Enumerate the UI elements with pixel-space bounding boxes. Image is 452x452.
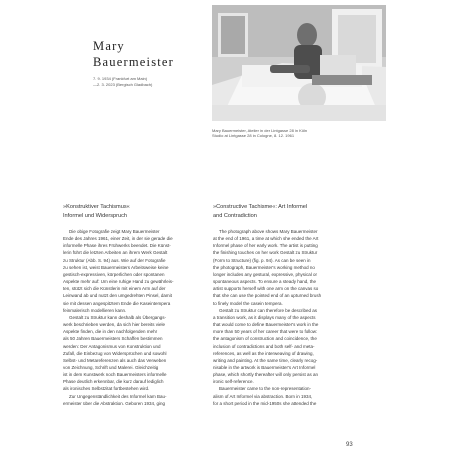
artist-first-name: Mary [93, 39, 125, 53]
english-text-line: artist supports herself with one arm on the canvas so [213, 286, 319, 292]
german-text-line: Zufall, die Einbezug von Widersprüchen und sowohl [63, 350, 167, 356]
photo-caption [212, 128, 392, 139]
studio-photograph [212, 5, 386, 121]
german-text-line: als 50 Jahren Bauermeisters Schaffen bestimmen [63, 336, 163, 342]
english-text-line: references, as well as the interweaving of drawing, [213, 350, 314, 356]
english-text-line: the photograph, Bauermeister's working method no [213, 264, 315, 270]
english-body-text [213, 228, 381, 407]
german-text-line: informelle Phase ihres Frühwerks beendet. Die Künst- [63, 243, 171, 249]
caption-german: Mary Bauermeister, Atelier in der Lintgasse 28 in Köln [212, 128, 308, 133]
english-text-line: for a short period in the mid-1950s she attended the [213, 400, 317, 406]
english-text-line: writing and painting. At the same time, clearly recog- [213, 357, 318, 363]
german-text-line: Gestalt zu Struktur kann deshalb als Übergangs- [69, 314, 167, 320]
english-heading [213, 203, 307, 220]
english-text-line: longer includes any gestural, expressive, physical or [213, 271, 318, 277]
english-text-line: The photograph above shows Mary Bauermeister [219, 229, 318, 234]
english-text-line: Bauermeister came to the non-representation- [219, 386, 312, 392]
german-heading-line: Informel und Widerspruch [63, 212, 128, 219]
english-text-line: the antagonism of construction and coincidence, the [213, 336, 317, 342]
english-text-line: Gestalt zu Struktur can therefore be described as [219, 307, 318, 313]
english-text-line: spontaneous aspects. To ensure a steady hand, the [213, 279, 316, 285]
english-heading-line: »Constructive Tachisme«: Art Informel [213, 204, 308, 210]
english-text-line: Informel phase of her early work. The artist is putting [213, 243, 318, 249]
german-text-line: lerin führt die letzten Arbeiten an ihrem Werk Gestalt [63, 250, 168, 256]
english-text-line: a transition work, as it displays many of the aspects [213, 314, 316, 320]
english-text-line: at the end of 1961, a time at which she ended the Art [213, 236, 319, 242]
artist-life-dates [93, 76, 203, 87]
english-text-line: to finely model the casein tempera. [213, 300, 283, 306]
english-text-line: nisable in the artwork is Bauermeister's Art Informel [213, 364, 316, 370]
english-text-line: more than 50 years of her career that were to follow: [213, 329, 318, 335]
german-heading-line: »Konstruktiver Tachismus« [63, 204, 130, 210]
birth-date: 7. 9. 1934 (Frankfurt am Main) [93, 76, 148, 81]
death-date: —2. 3. 2023 (Bergisch Gladbach) [93, 81, 153, 87]
german-heading [63, 203, 130, 220]
german-text-line: feinmalerisch modellieren kann. [63, 307, 127, 313]
caption-english: Studio at Lintgasse 28 in Cologne, 8. 12. 1961 [212, 133, 295, 139]
english-text-line: (Form to Structure) (fig. p. 94). As can be seen in [213, 257, 311, 263]
english-text-line: alism of Art Informel via abstraction. Born in 1934, [213, 393, 313, 399]
english-text-line: ironic self-reference. [213, 379, 254, 385]
german-text-line: Leinwand ab und nutzt den umgedrehten Pinsel, damit [63, 293, 172, 299]
german-text-line: ermeister über die Abstraktion. Geboren 1934, ging [63, 400, 166, 406]
german-text-line: als ironisches Selbstzitat fortbestehen wird. [63, 386, 150, 392]
photo-image [212, 5, 386, 121]
english-text-line: inclusion of contradictions and both self- and meta- [213, 343, 315, 349]
german-text-line: Ende des Jahres 1961, einer Zeit, in der sie gerade die [63, 236, 173, 242]
english-text-line: that she can use the pointed end of an upturned brush [213, 293, 322, 299]
german-text-line: sie mit dessen angespitztem Ende die Kaseintempera [63, 300, 171, 306]
german-text-line: werden: Der Antagonismus von Konstruktion und [63, 343, 161, 349]
english-text-line: phase, which shortly thereafter will only persist as an [213, 372, 319, 378]
german-text-line: Phase deutlich erkennbar, die kurz darauf lediglich [63, 379, 164, 385]
german-text-line: ten, stützt sich die Künstlerin mit einem Arm auf der [63, 286, 166, 292]
artist-last-name: Bauermeister [93, 55, 175, 69]
german-text-line: Die obige Fotografie zeigt Mary Bauermeister [69, 229, 160, 234]
german-text-line: zu Struktur (Abb. S. 94) aus. Wie auf der Fotografie [63, 257, 166, 263]
german-text-line: werk beschrieben werden, da sich hier bereits viele [63, 322, 166, 328]
german-body-text [63, 228, 215, 407]
german-text-line: ist in dem Kunstwerk noch Bauermeisters informelle [63, 372, 167, 378]
english-text-line: the finishing touches on her work Gestalt zu Struktur [213, 250, 318, 256]
german-text-line: Zur Ungegenständlichkeit des Informel kam Bau- [69, 393, 167, 399]
german-text-line: zu sehen ist, weist Bauermeisters Arbeitsweise keine [63, 264, 169, 270]
german-text-line: Aspekte finden, die in den nachfolgenden mehr [63, 329, 158, 335]
german-text-line: von Zeichnung, Schrift und Malerei. Gleichzeitig [63, 364, 159, 370]
english-heading-line: and Contradiction [213, 212, 257, 219]
german-text-line: Selbst- und Metareferenzen als auch das Verweben [63, 357, 167, 363]
german-text-line: gestisch-expressiven, körperlichen oder spontanen [63, 271, 165, 277]
english-text-line: that would come to define Bauermeister's work in the [213, 322, 319, 328]
german-text-line: Aspekte mehr auf: Um eine ruhige Hand zu gewährleis- [63, 279, 174, 285]
page-number: 93 [346, 442, 353, 448]
artist-name [93, 38, 174, 70]
